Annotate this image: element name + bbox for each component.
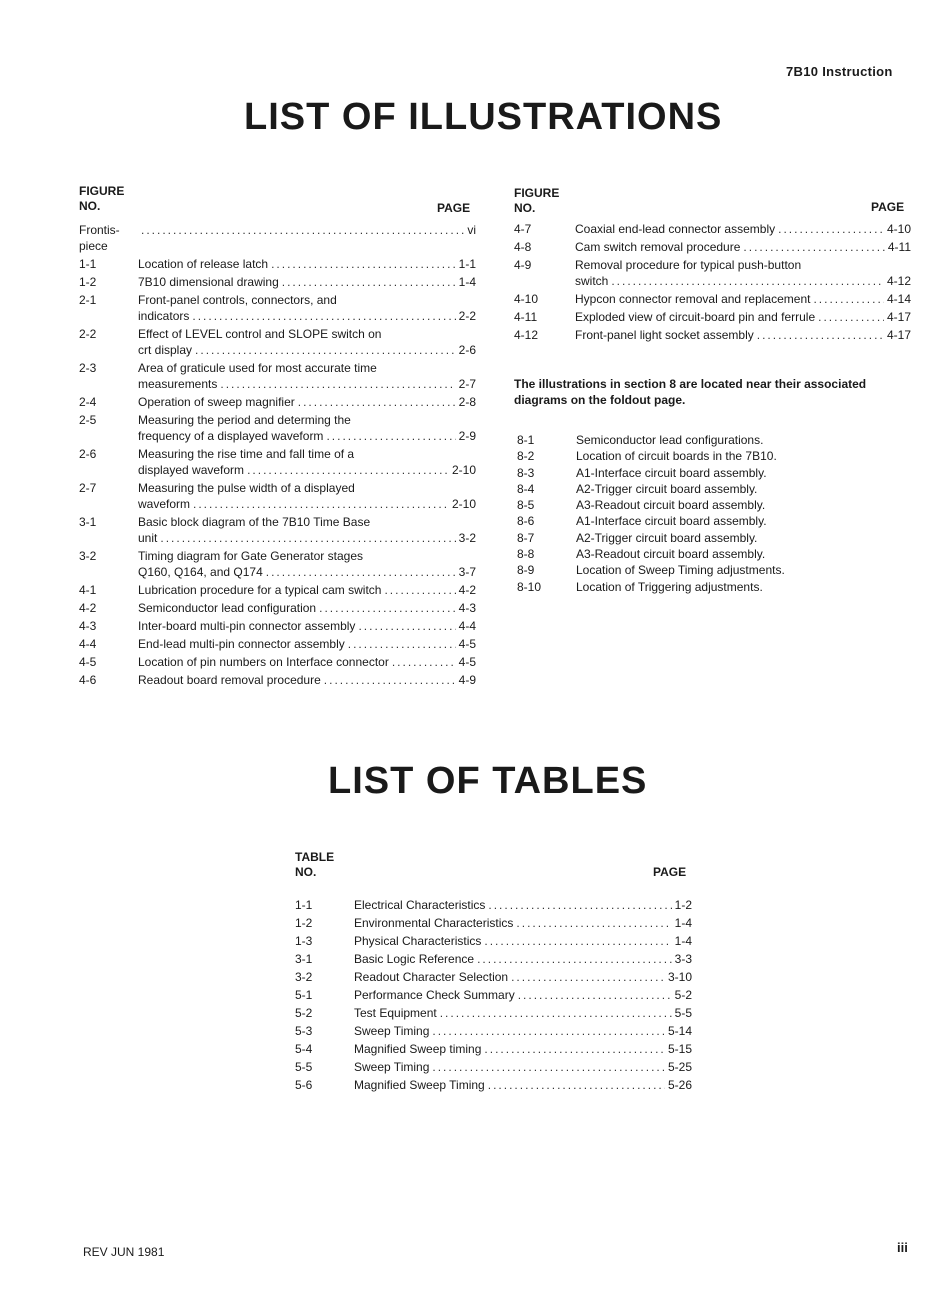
page-ref: 1-4 [674, 934, 692, 948]
dot-leader [477, 951, 672, 967]
dot-leader [778, 221, 884, 237]
page-ref: vi [467, 223, 476, 237]
table-number: 5-5 [295, 1060, 313, 1074]
figure-description: A2-Trigger circuit board assembly. [576, 530, 758, 545]
dot-leader [220, 376, 455, 392]
figure-description: Inter-board multi-pin connector assembly ..... 4-4 [138, 618, 476, 634]
page-ref: 2-10 [451, 497, 476, 511]
page-ref: 2-9 [458, 429, 476, 443]
illustrations-title: LIST OF ILLUSTRATIONS [244, 96, 723, 138]
figure-entry [514, 257, 911, 289]
page-ref: 4-5 [458, 655, 476, 669]
page-ref: 3-10 [667, 970, 692, 984]
dot-leader [488, 1077, 665, 1093]
figure-entry [79, 394, 476, 410]
figure-number: 8-1 [517, 433, 535, 447]
figure-description: Location of pin numbers on Interface connector ..... 4-5 [138, 654, 476, 670]
table-description: Magnified Sweep timing ..... 5-15 [354, 1041, 692, 1057]
figure-number: 8-8 [517, 547, 535, 562]
figure-entry [79, 480, 476, 512]
dot-leader [484, 933, 671, 949]
table-description: Physical Characteristics ..... 1-4 [354, 933, 692, 949]
dot-leader [432, 1059, 665, 1075]
figure-entry [79, 274, 476, 290]
figure-number: 4-2 [79, 601, 97, 615]
table-no-label: TABLE NO. [295, 850, 335, 879]
table-entry [295, 1005, 692, 1021]
figure-description: Effect of LEVEL control and SLOPE switch on crt display ..... 2-6 [138, 326, 476, 358]
figure-number: 8-6 [517, 514, 535, 529]
table-entry [295, 1059, 692, 1075]
section8-entry [517, 432, 917, 448]
figure-entry [79, 618, 476, 634]
page-ref: 2-8 [458, 395, 476, 409]
page-ref: 4-2 [458, 583, 476, 597]
page-ref: 4-3 [458, 601, 476, 615]
dot-leader [282, 274, 456, 290]
page-ref: 1-4 [458, 275, 476, 289]
dot-leader [518, 987, 672, 1003]
section8-entry [517, 579, 917, 595]
figure-description: Location of release latch ..... 1-1 [138, 256, 476, 272]
dot-leader [247, 462, 449, 478]
figure-number: 3-2 [79, 549, 97, 563]
tables-title: LIST OF TABLES [328, 760, 648, 802]
figure-number: 8-4 [517, 481, 535, 496]
figure-description: Front-panel controls, connectors, and indicators ..... 2-2 [138, 292, 476, 324]
figure-entry [79, 672, 476, 688]
section8-entry [517, 497, 917, 513]
figure-number: 4-10 [514, 292, 539, 306]
figure-description: A3-Readout circuit board assembly. [576, 547, 766, 562]
table-entry [295, 1041, 692, 1057]
page-ref: 4-9 [458, 673, 476, 687]
dot-leader [511, 969, 665, 985]
dot-leader [195, 342, 456, 358]
figure-description: Location of circuit boards in the 7B10. [576, 449, 777, 464]
figure-number: 2-3 [79, 361, 97, 375]
page-ref: 4-10 [886, 222, 911, 236]
figure-number: 2-2 [79, 327, 97, 341]
figure-description: Lubrication procedure for a typical cam switch ..... 4-2 [138, 582, 476, 598]
figure-description: Semiconductor lead configuration ..... 4-3 [138, 600, 476, 616]
figure-description: Measuring the rise time and fall time of a displayed waveform ..... 2-10 [138, 446, 476, 478]
figure-number: 4-7 [514, 222, 532, 236]
figure-description: Readout board removal procedure ..... 4-9 [138, 672, 476, 688]
dot-leader [813, 291, 884, 307]
figure-number: 8-10 [517, 579, 542, 594]
page-ref: 3-2 [458, 531, 476, 545]
section8-entry [517, 448, 917, 464]
dot-leader [488, 897, 671, 913]
dot-leader [432, 1023, 665, 1039]
figure-entry [514, 221, 911, 237]
page-ref: 5-2 [674, 988, 692, 1002]
figure-entry [79, 600, 476, 616]
section8-entry [517, 546, 917, 562]
table-number: 1-2 [295, 916, 313, 930]
figure-description: A2-Trigger circuit board assembly. [576, 481, 758, 496]
figure-description: Measuring the pulse width of a displayed waveform ..... 2-10 [138, 480, 476, 512]
figure-entry [79, 514, 476, 546]
table-entry [295, 969, 692, 985]
section8-entry [517, 465, 917, 481]
figure-description: End-lead multi-pin connector assembly ..... 4-5 [138, 636, 476, 652]
revision-date: REV JUN 1981 [83, 1245, 165, 1259]
figure-entry [79, 654, 476, 670]
page-ref: 4-4 [458, 619, 476, 633]
page-ref: 5-14 [667, 1024, 692, 1038]
dot-leader [266, 564, 456, 580]
page-ref: 2-6 [458, 343, 476, 357]
page-ref: 4-17 [886, 328, 911, 342]
dot-leader [818, 309, 884, 325]
figure-entry [79, 636, 476, 652]
table-description: Sweep Timing ..... 5-25 [354, 1059, 692, 1075]
page-ref: 4-5 [458, 637, 476, 651]
figure-entry [79, 412, 476, 444]
left-page-label: PAGE [437, 201, 471, 215]
table-entry [295, 1077, 692, 1093]
dot-leader [440, 1005, 672, 1021]
figure-entry [79, 256, 476, 272]
tables-page-label: PAGE [653, 865, 687, 879]
figure-entry [79, 548, 476, 580]
figure-entry [79, 326, 476, 358]
figure-description: Area of graticule used for most accurate time measurements ..... 2-7 [138, 360, 476, 392]
figure-entry [79, 222, 476, 254]
figure-number: 4-6 [79, 673, 97, 687]
section8-entry [517, 530, 917, 546]
figure-number: 4-9 [514, 258, 532, 272]
page-ref: 5-5 [674, 1006, 692, 1020]
figure-number: 4-8 [514, 240, 532, 254]
table-entry [295, 987, 692, 1003]
section8-note: The illustrations in section 8 are located near their associated diagrams on the foldout page. [514, 377, 867, 407]
dot-leader [193, 496, 449, 512]
figure-description: A1-Interface circuit board assembly. [576, 514, 767, 529]
figure-number: 1-1 [79, 257, 97, 271]
figure-description: Location of Triggering adjustments. [576, 579, 763, 594]
figure-number: 4-4 [79, 637, 97, 651]
dot-leader [326, 428, 455, 444]
table-description: Basic Logic Reference ..... 3-3 [354, 951, 692, 967]
document-header: 7B10 Instruction [786, 64, 893, 79]
dot-leader [484, 1041, 665, 1057]
figure-description: Coaxial end-lead connector assembly ..... 4-10 [575, 221, 911, 237]
figure-entry [79, 360, 476, 392]
figure-description: Measuring the period and determing the frequency of a displayed waveform ..... 2-9 [138, 412, 476, 444]
dot-leader [516, 915, 671, 931]
table-number: 5-3 [295, 1024, 313, 1038]
figure-number: 8-9 [517, 563, 535, 578]
table-description: Magnified Sweep Timing ..... 5-26 [354, 1077, 692, 1093]
page-ref: 2-2 [458, 309, 476, 323]
dot-leader [160, 530, 455, 546]
page-ref: 5-15 [667, 1042, 692, 1056]
figure-number: 2-4 [79, 395, 97, 409]
table-entry [295, 897, 692, 913]
dot-leader [298, 394, 456, 410]
figure-number: 8-5 [517, 498, 535, 513]
figure-number: 4-3 [79, 619, 97, 633]
figure-number: 2-1 [79, 293, 97, 307]
dot-leader [192, 308, 455, 324]
figure-description: 7B10 dimensional drawing ..... 1-4 [138, 274, 476, 290]
table-description: Environmental Characteristics ..... 1-4 [354, 915, 692, 931]
table-number: 5-4 [295, 1042, 313, 1056]
left-figure-no-label: FIGURE NO. [79, 184, 125, 213]
figure-number: 8-3 [517, 465, 535, 480]
figure-entry [514, 327, 911, 343]
figure-number: 2-5 [79, 413, 97, 427]
figure-number: 4-5 [79, 655, 97, 669]
table-number: 3-1 [295, 952, 313, 966]
figure-number: 8-2 [517, 449, 535, 464]
right-figure-no-label: FIGURE NO. [514, 186, 560, 215]
table-number: 5-1 [295, 988, 313, 1002]
table-number: 3-2 [295, 970, 313, 984]
table-number: 1-3 [295, 934, 313, 948]
dot-leader [743, 239, 884, 255]
dot-leader [392, 654, 456, 670]
dot-leader [358, 618, 455, 634]
section8-entry [517, 562, 917, 578]
figure-description [138, 222, 476, 238]
figure-description: Basic block diagram of the 7B10 Time Base unit ..... 3-2 [138, 514, 476, 546]
figure-description: A3-Readout circuit board assembly. [576, 498, 766, 513]
page-ref: 3-3 [674, 952, 692, 966]
page-ref: 5-26 [667, 1078, 692, 1092]
figure-description: Operation of sweep magnifier ..... 2-8 [138, 394, 476, 410]
figure-number: 4-12 [514, 328, 539, 342]
dot-leader [319, 600, 456, 616]
figure-entry [514, 291, 911, 307]
dot-leader [348, 636, 456, 652]
figure-description: Timing diagram for Gate Generator stages Q160, Q164, and Q174 ..... 3-7 [138, 548, 476, 580]
section8-entry [517, 481, 917, 497]
table-entry [295, 915, 692, 931]
figure-description: Location of Sweep Timing adjustments. [576, 563, 785, 578]
table-description: Readout Character Selection ..... 3-10 [354, 969, 692, 985]
figure-number: 1-2 [79, 275, 97, 289]
table-description: Electrical Characteristics ..... 1-2 [354, 897, 692, 913]
table-number: 5-6 [295, 1078, 313, 1092]
page-ref: 1-1 [458, 257, 476, 271]
table-entry [295, 951, 692, 967]
dot-leader [271, 256, 456, 272]
figure-entry [514, 239, 911, 255]
figure-number: 4-1 [79, 583, 97, 597]
figure-entry [79, 582, 476, 598]
page-ref: 4-11 [887, 240, 911, 254]
figure-description: Cam switch removal procedure ..... 4-11 [575, 239, 911, 255]
page-ref: 4-12 [886, 274, 911, 288]
figure-entry [514, 309, 911, 325]
page-ref: 3-7 [458, 565, 476, 579]
page-ref: 4-14 [886, 292, 911, 306]
table-description: Performance Check Summary ..... 5-2 [354, 987, 692, 1003]
table-number: 1-1 [295, 898, 313, 912]
figure-number: 2-7 [79, 481, 97, 495]
page-ref: 1-4 [674, 916, 692, 930]
section8-entry [517, 513, 917, 529]
figure-description: Front-panel light socket assembly ..... 4-17 [575, 327, 911, 343]
right-page-label: PAGE [871, 200, 905, 214]
page-ref: 2-7 [458, 377, 476, 391]
figure-number: 4-11 [514, 310, 538, 324]
dot-leader [141, 222, 464, 238]
figure-entry [79, 446, 476, 478]
figure-number: 2-6 [79, 447, 97, 461]
table-entry [295, 933, 692, 949]
table-number: 5-2 [295, 1006, 313, 1020]
figure-entry [79, 292, 476, 324]
figure-description: Semiconductor lead configurations. [576, 433, 764, 447]
section8-list [517, 432, 917, 595]
table-entry [295, 1023, 692, 1039]
figure-description: Exploded view of circuit-board pin and ferrule ..... 4-17 [575, 309, 911, 325]
figure-description: Removal procedure for typical push-button switch ..... 4-12 [575, 257, 911, 289]
figure-description: Hypcon connector removal and replacement ..... 4-14 [575, 291, 911, 307]
dot-leader [611, 273, 884, 289]
figure-number: Frontis- piece [79, 223, 120, 253]
page-number: iii [897, 1240, 908, 1255]
dot-leader [324, 672, 456, 688]
dot-leader [384, 582, 455, 598]
table-description: Test Equipment ..... 5-5 [354, 1005, 692, 1021]
figure-number: 8-7 [517, 530, 535, 545]
page-ref: 1-2 [674, 898, 692, 912]
figure-description: A1-Interface circuit board assembly. [576, 465, 767, 480]
page-ref: 4-17 [886, 310, 911, 324]
page-ref: 2-10 [451, 463, 476, 477]
page-ref: 5-25 [667, 1060, 692, 1074]
table-description: Sweep Timing ..... 5-14 [354, 1023, 692, 1039]
dot-leader [757, 327, 884, 343]
figure-number: 3-1 [79, 515, 97, 529]
